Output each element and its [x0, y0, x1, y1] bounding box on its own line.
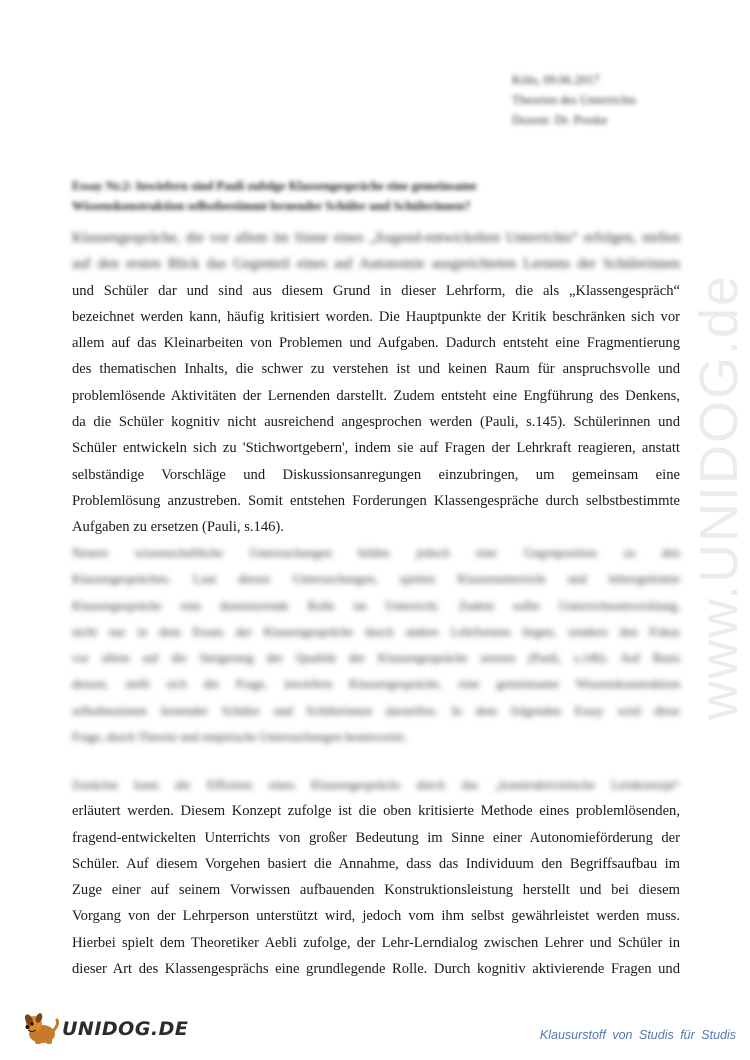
text-line: dessen, stellt sich die Frage, inwiefern Klassengespräche, eine gemeinsame Wissenskonstruktion [72, 677, 680, 692]
text-line: Zuge einer auf seinem Vorwissen aufbauenden Konstruktionsleistung herstellt und bei diesem [72, 882, 680, 899]
text-line: Problemlösung anzustreben. Somit entstehen Forderungen Klassengespräche durch selbstbestimmte [72, 492, 680, 509]
text-line: Zunächst kann die Effizienz eines Klassengesprächs durch das „konstruktivistische Lernkonzept“ [72, 778, 680, 792]
text-line: selbstbestimmt lernender Schüler und Schülerinnen darstellen. In dem folgenden Essay wird diese [72, 703, 680, 718]
text-line: erläutert werden. Diesem Konzept zufolge ist die oben kritisierte Methode eines problemlösenden, [72, 803, 680, 820]
text-line: Klassengespräche eine dominierende Rolle im Unterricht. Zudem sollte Unterrichtsentwicklung, [72, 598, 680, 613]
text-line: allem auf das Kleinarbeiten von Problemen und Aufgaben. Dadurch entsteht eine Fragmentierung [72, 335, 680, 352]
logo-text: UNIDOG.DE [62, 1018, 189, 1040]
text-line: bezeichnet werden kann, häufig kritisiert worden. Die Hauptpunkte der Kritik beschränken sich vor [72, 308, 680, 325]
dog-icon [22, 1012, 60, 1046]
paragraph-1 [72, 225, 680, 541]
header-info [512, 70, 712, 130]
unidog-logo[interactable] [22, 1012, 189, 1046]
text-line: und Schüler dar und sind aus diesem Grund in dieser Lehrform, die als „Klassengespräch“ [72, 282, 680, 299]
paragraph-3 [72, 772, 680, 982]
text-line: vor allem auf die Steigerung der Qualität der Klassengespräche setzten (Pauli, s.146). Auf Basis [72, 651, 680, 666]
text-line: nicht nur in dem Ersatz der Klassengespräche durch andere Lehrformen liegen, sondern den Fokus [72, 624, 680, 639]
essay-title [72, 176, 682, 216]
header-course: Theorien des Unterrichts [512, 93, 637, 107]
text-line: dieser Art des Klassengesprächs eine grundlegende Rolle. Durch kognitiv aktivierende Fragen und [72, 961, 680, 978]
text-line: problemlösende Aktivitäten der Lernenden darstellt. Zudem entsteht eine Engführung des Denkens, [72, 387, 680, 404]
text-line: Schüler entwickeln sich zu 'Stichwortgebern', indem sie auf Fragen der Lehrkraft reagieren, anstatt [72, 440, 680, 457]
text-line: Hierbei spielt dem Theoretiker Aebli zufolge, der Lehr-Lerndialog zwischen Lehrer und Schüler in [72, 934, 680, 951]
text-line: selbständige Vorschläge und Diskussionsanregungen einzubringen, um gemeinsam eine [72, 466, 680, 483]
header-lecturer: Dozent: Dr. Proske [512, 113, 608, 127]
text-line: Frage, durch Theorie und empirische Untersuchungen beantwortet. [72, 730, 408, 745]
text-line: Aufgaben zu ersetzen (Pauli, s.146). [72, 519, 284, 536]
text-line: Klassengespräche, die vor allem im Sinne eines „fragend-entwickelten Unterrichts“ erfolgen, stellen [72, 230, 680, 246]
text-line: des thematischen Inhalts, die schwer zu verstehen ist und keinen Raum für anspruchsvolle und [72, 361, 680, 378]
text-line: Neuere wissenschaftliche Untersuchungen bilden jedoch eine Gegenposition zu den [72, 546, 680, 560]
text-line: Vorgang von der Lehrperson unterstützt wird, jedoch vom ihm selbst gewährleistet werden muss. [72, 908, 680, 925]
footer-tagline: Klausurstoff von Studis für Studis [539, 1028, 736, 1042]
essay-title-line: Essay Nr.2: Inwiefern sind Pauli zufolge Klassengespräche eine gemeinsame [72, 179, 477, 193]
text-line: da die Schüler kognitiv nicht ausreichend angesprochen werden (Pauli, s.145). Schülerinnen und [72, 414, 680, 431]
text-line: fragend-entwickelten Unterrichts von großer Bedeutung im Sinne einer Autonomieförderung der [72, 829, 680, 846]
text-line: auf den ersten Blick das Gegenteil eines auf Autonomie ausgerichteten Lernens der Schülerinnen [72, 256, 680, 273]
text-line: Schüler. Auf diesem Vorgehen basiert die Annahme, dass das Individuum den Begriffsaufbau im [72, 855, 680, 872]
paragraph-2 [72, 540, 680, 750]
essay-title-line: Wissenskonstruktion selbstbestimmt lernender Schüler und Schülerinnen? [72, 199, 471, 213]
watermark: www.UNIDOG.de [689, 273, 749, 720]
header-date: Köln, 09.06.2017 [512, 73, 600, 87]
text-line: Klassengesprächen. Laut diesen Untersuchungen, spielen Klassenunterricht und lehrergeleitete [72, 572, 680, 587]
